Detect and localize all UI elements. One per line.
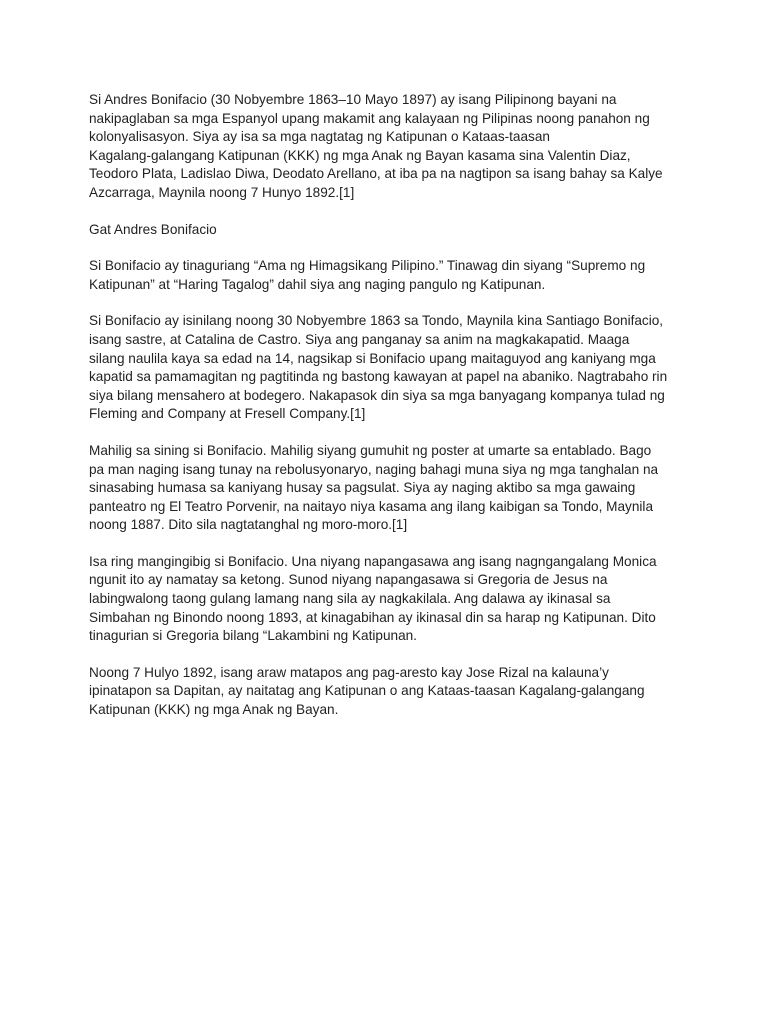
text-line: Noong 7 Hulyo 1892, isang araw matapos ang pag-aresto kay Jose Rizal na kalauna’y — [89, 664, 609, 680]
text-line: kolonyalisasyon. Siya ay isa sa mga nagtatag ng Katipunan o Kataas-taasan — [89, 129, 550, 145]
paragraph-heading — [89, 221, 679, 240]
text-line: panteatro ng El Teatro Porvenir, na naitayo niya kasama ang ilang kaibigan sa Tondo, Maynila — [89, 498, 653, 514]
paragraph-katipunan — [89, 664, 679, 720]
text-line: Si Bonifacio ay isinilang noong 30 Nobyembre 1863 sa Tondo, Maynila kina Santiago Bonifacio, — [89, 313, 664, 329]
text-line: silang naulila kaya sa edad na 14, nagsikap si Bonifacio upang maitaguyod ang kaniyang mga — [89, 350, 656, 366]
text-line: siya bilang mensahero at bodegero. Nakapasok din siya sa mga banyagang kompanya tulad ng — [89, 387, 665, 403]
text-line: Isa ring mangingibig si Bonifacio. Una niyang napangasawa ang isang nagngangalang Monica — [89, 553, 657, 569]
paragraph-marriage — [89, 553, 679, 646]
text-line: isang sastre, at Catalina de Castro. Siya ang panganay sa anim na magkakapatid. Maaga — [89, 331, 630, 347]
text-line: Katipunan (KKK) ng mga Anak ng Bayan. — [89, 702, 339, 718]
paragraph-early-life — [89, 312, 679, 424]
section-heading: Gat Andres Bonifacio — [89, 221, 217, 237]
text-line: ngunit ito ay namatay sa ketong. Sunod niyang napangasawa si Gregoria de Jesus na — [89, 572, 608, 588]
text-line: Kagalang-galangang Katipunan (KKK) ng mga Anak ng Bayan kasama sina Valentin Diaz, — [89, 147, 631, 163]
text-line: Teodoro Plata, Ladislao Diwa, Deodato Arellano, at iba pa na nagtipon sa isang bahay sa Kalye — [89, 166, 663, 182]
text-line: Si Andres Bonifacio (30 Nobyembre 1863–10 Mayo 1897) ay isang Pilipinong bayani na — [89, 92, 617, 107]
text-line: pa man naging isang tunay na rebolusyonaryo, naging bahagi muna siya ng mga tanghalan na — [89, 461, 659, 477]
text-line: Katipunan” at “Haring Tagalog” dahil siya ang naging pangulo ng Katipunan. — [89, 276, 546, 292]
text-line: Simbahan ng Binondo noong 1893, at kinagabihan ay ikinasal din sa harap ng Katipunan. Dito — [89, 609, 656, 625]
text-line: tinagurian si Gregoria bilang “Lakambini ng Katipunan. — [89, 628, 417, 644]
text-line: Si Bonifacio ay tinaguriang “Ama ng Himagsikang Pilipino.” Tinawag din siyang “Supremo ng — [89, 258, 646, 274]
text-line: sinasabing humasa sa kaniyang husay sa pagsulat. Siya ay naging aktibo sa mga gawaing — [89, 480, 636, 496]
text-line: labingwalong taong gulang lamang nang sila ay nagkakilala. Ang dalawa ay ikinasal sa — [89, 591, 611, 607]
text-line: Azcarraga, Maynila noong 7 Hunyo 1892.[1] — [89, 184, 355, 200]
text-line: ipinatapon sa Dapitan, ay naitatag ang Katipunan o ang Kataas-taasan Kagalang-galangang — [89, 683, 645, 699]
paragraph-intro — [89, 91, 679, 203]
paragraph-arts — [89, 442, 679, 535]
text-line: nakipaglaban sa mga Espanyol upang makamit ang kalayaan ng Pilipinas noong panahon ng — [89, 110, 650, 126]
text-line: Fleming and Company at Fresell Company.[1] — [89, 406, 366, 422]
paragraph-titles — [89, 257, 679, 294]
text-line: Mahilig sa sining si Bonifacio. Mahilig siyang gumuhit ng poster at umarte sa entablado. Bago — [89, 442, 652, 458]
text-line: kapatid sa pamamagitan ng pagtitinda ng bastong kawayan at papel na abaniko. Nagtrabaho rin — [89, 369, 668, 385]
text-line: noong 1887. Dito sila nagtatanghal ng moro-moro.[1] — [89, 517, 408, 533]
document-page — [89, 91, 679, 738]
